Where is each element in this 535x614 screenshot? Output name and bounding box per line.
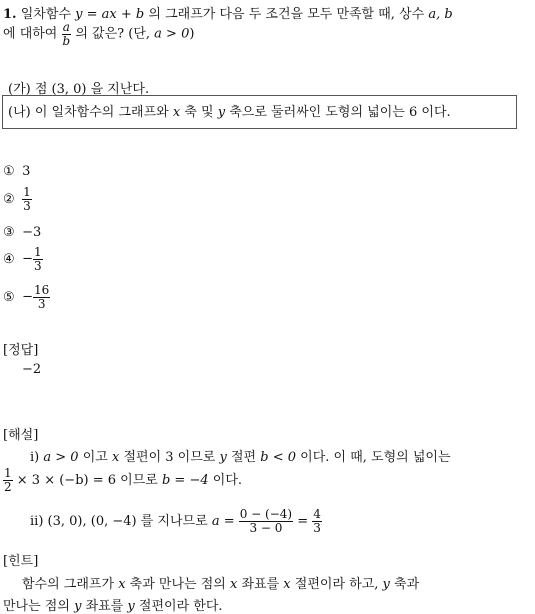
explanation-text: 절편 xyxy=(230,450,257,465)
question-text: 일차함수 xyxy=(20,7,71,22)
frac-numerator: 1 xyxy=(4,466,12,481)
choice-fraction xyxy=(33,246,43,272)
explanation-step-1 xyxy=(30,446,451,465)
math-var: y xyxy=(219,450,227,465)
math-cond: b < 0 xyxy=(260,450,296,465)
choice-fraction xyxy=(33,284,50,310)
hint-heading: [힌트] xyxy=(3,554,39,569)
math-op: = xyxy=(297,514,309,529)
hint-text: 축과 만나는 점의 xyxy=(129,577,226,592)
math-var: b xyxy=(135,7,145,22)
question-line-2 xyxy=(3,21,194,47)
math-cond: b = −4 xyxy=(161,473,209,488)
condition-text: 축으로 둘러싸인 도형의 넓이는 6 이다. xyxy=(229,105,451,120)
frac-denominator: 2 xyxy=(4,480,12,494)
condition-ga: (가) 점 (3, 0) 을 지난다. xyxy=(8,82,150,97)
choice-mark: ④ xyxy=(3,251,15,267)
math-cond: a > 0 xyxy=(43,450,79,465)
math-var: y xyxy=(74,599,82,614)
math-var: y xyxy=(217,105,226,120)
choice-value: −3 xyxy=(22,225,42,240)
condition-text: 축 및 xyxy=(184,105,214,120)
math-var: y xyxy=(75,7,83,22)
hint-text: 절편이라 하고, xyxy=(294,577,379,592)
explanation-text: 이다. xyxy=(212,473,243,488)
question-number: 1. xyxy=(3,7,17,22)
explanation-text: 이다. 이 때, 도형의 넓이는 xyxy=(300,450,451,465)
explanation-area-line xyxy=(3,464,242,498)
math-cond: a > 0 xyxy=(154,26,190,42)
choice-1[interactable] xyxy=(3,164,30,179)
explanation-step-2 xyxy=(30,505,322,539)
math-var: x xyxy=(172,105,181,120)
choice-mark: ③ xyxy=(3,225,15,240)
hint-text: 절편이라 한다. xyxy=(138,599,223,614)
choice-value: 3 xyxy=(22,164,31,179)
math-var: a, b xyxy=(428,7,453,22)
math-op: = xyxy=(86,7,98,22)
explanation-heading: [해설] xyxy=(3,428,39,443)
frac-denominator: 3 xyxy=(313,521,321,535)
explanation-text: 이고 xyxy=(82,450,108,465)
math-var: y xyxy=(382,577,390,592)
frac-denominator: 3 xyxy=(34,258,42,273)
math-op: + xyxy=(120,7,132,22)
frac-denominator: 3 xyxy=(23,198,31,213)
math-var: y xyxy=(127,599,135,614)
hint-text: 좌표를 xyxy=(85,599,124,614)
math-var: x xyxy=(111,450,120,465)
condition-na xyxy=(8,101,451,120)
fraction-one-half xyxy=(3,467,13,493)
question-text: 에 대하여 xyxy=(3,26,58,42)
question-text: 의 그래프가 다음 두 조건을 모두 만족할 때, 상수 xyxy=(148,7,425,22)
frac-denominator: 3 xyxy=(37,296,46,311)
explanation-text: 절편이 3 이므로 xyxy=(123,450,216,465)
math-points: (3, 0), (0, −4) xyxy=(47,514,137,529)
hint-text: 축과 xyxy=(394,577,420,592)
choice-sign: − xyxy=(22,289,34,305)
math-var: ax xyxy=(101,7,117,22)
condition-text: (나) 이 일차함수의 그래프와 xyxy=(8,105,169,120)
explanation-text: × 3 × (−b) = 6 이므로 xyxy=(16,473,158,488)
choice-5[interactable] xyxy=(3,284,50,310)
step-label: ⅰ) xyxy=(30,450,40,465)
fraction-slope xyxy=(239,508,293,534)
math-var: a = xyxy=(211,514,235,529)
answer-value: −2 xyxy=(22,362,42,377)
choice-4[interactable] xyxy=(3,246,43,272)
choice-mark: ⑤ xyxy=(3,289,15,305)
hint-text: 만나는 점의 xyxy=(3,599,70,614)
question-text: ) xyxy=(189,26,195,42)
frac-numerator: 0 − (−4) xyxy=(239,507,293,522)
choice-mark: ② xyxy=(3,191,15,207)
math-var: x xyxy=(118,577,126,592)
frac-numerator: a xyxy=(62,20,70,34)
frac-numerator: 16 xyxy=(34,283,50,297)
fraction-result xyxy=(312,508,322,534)
frac-denominator: b xyxy=(62,33,71,48)
choice-sign: − xyxy=(22,251,34,267)
question-line-1 xyxy=(3,3,453,22)
step-label: ⅱ) xyxy=(30,514,44,529)
question-text: 의 값은? (단, xyxy=(75,26,151,42)
frac-numerator: 1 xyxy=(34,245,42,259)
frac-numerator: 4 xyxy=(313,507,321,522)
explanation-text: 를 지나므로 xyxy=(140,514,208,529)
frac-denominator: 3 − 0 xyxy=(249,521,283,535)
hint-line-2 xyxy=(3,595,223,614)
choice-fraction xyxy=(22,186,32,212)
hint-text: 좌표를 xyxy=(241,577,280,592)
math-var: x xyxy=(229,577,238,592)
choice-2[interactable] xyxy=(3,186,32,212)
frac-numerator: 1 xyxy=(23,185,31,199)
choice-mark: ① xyxy=(3,164,15,179)
fraction-a-over-b xyxy=(62,21,72,47)
hint-text: 함수의 그래프가 xyxy=(22,577,115,592)
math-var: x xyxy=(283,577,291,592)
answer-heading: [정답] xyxy=(3,343,39,358)
choice-3[interactable] xyxy=(3,225,41,240)
hint-line-1 xyxy=(22,573,419,592)
